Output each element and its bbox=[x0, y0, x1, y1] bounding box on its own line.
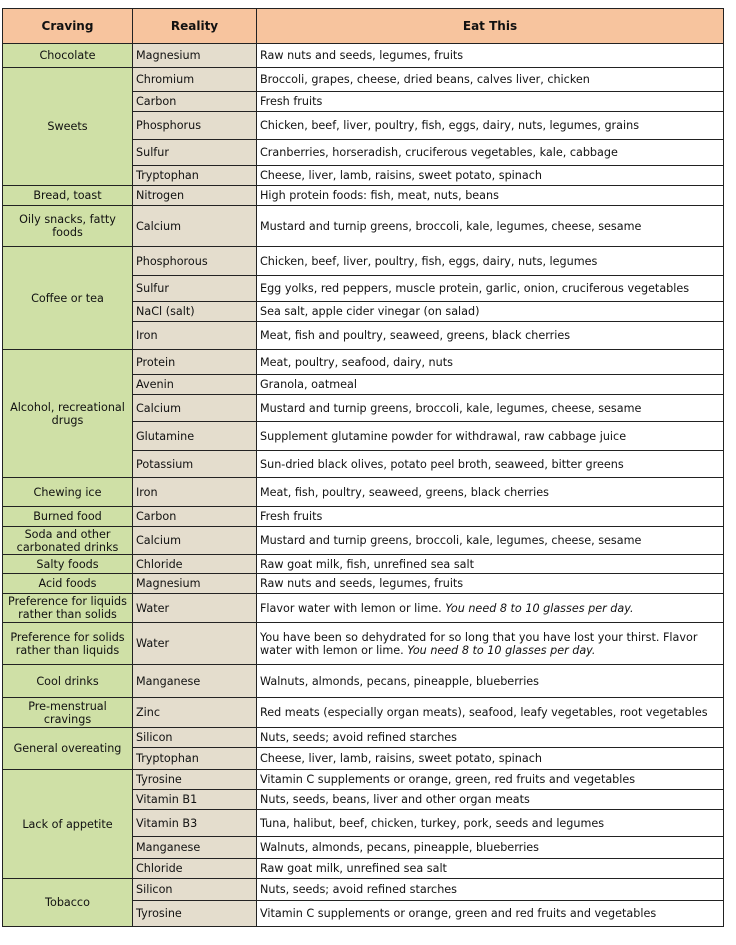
eat-this-cell: Cheese, liver, lamb, raisins, sweet potato, spinach bbox=[257, 166, 724, 186]
reality-cell: Calcium bbox=[133, 527, 257, 555]
eat-this-italic-note: You need 8 to 10 glasses per day. bbox=[407, 643, 596, 657]
table-row bbox=[3, 68, 724, 92]
eat-this-cell: Cranberries, horseradish, cruciferous vegetables, kale, cabbage bbox=[257, 140, 724, 166]
eat-this-cell: Nuts, seeds; avoid refined starches bbox=[257, 879, 724, 901]
table-row bbox=[3, 350, 724, 375]
table-row bbox=[3, 698, 724, 728]
eat-this-cell: Egg yolks, red peppers, muscle protein, garlic, onion, cruciferous vegetables bbox=[257, 276, 724, 302]
reality-cell: Vitamin B3 bbox=[133, 810, 257, 837]
reality-cell: Glutamine bbox=[133, 422, 257, 451]
reality-cell: Tyrosine bbox=[133, 901, 257, 927]
eat-this-cell: High protein foods: fish, meat, nuts, beans bbox=[257, 186, 724, 206]
table-row bbox=[3, 247, 724, 276]
header-craving: Craving bbox=[3, 9, 133, 44]
eat-this-cell: Tuna, halibut, beef, chicken, turkey, pork, seeds and legumes bbox=[257, 810, 724, 837]
eat-this-text: You have been so dehydrated for so long that you have lost your thirst. Flavor water with lemon or lime. bbox=[260, 630, 698, 657]
craving-cell: Cool drinks bbox=[3, 665, 133, 698]
eat-this-italic-note: You need 8 to 10 glasses per day. bbox=[445, 601, 634, 615]
table-row bbox=[3, 44, 724, 68]
eat-this-cell: Cheese, liver, lamb, raisins, sweet potato, spinach bbox=[257, 748, 724, 770]
eat-this-cell: Chicken, beef, liver, poultry, fish, eggs, dairy, nuts, legumes bbox=[257, 247, 724, 276]
eat-this-cell: Meat, fish and poultry, seaweed, greens, black cherries bbox=[257, 322, 724, 350]
reality-cell: NaCl (salt) bbox=[133, 302, 257, 322]
reality-cell: Manganese bbox=[133, 665, 257, 698]
craving-cell: Lack of appetite bbox=[3, 770, 133, 879]
reality-cell: Carbon bbox=[133, 92, 257, 112]
craving-cell: Chocolate bbox=[3, 44, 133, 68]
table-row bbox=[3, 555, 724, 574]
reality-cell: Avenin bbox=[133, 375, 257, 395]
craving-cell: Pre-menstrual cravings bbox=[3, 698, 133, 728]
header-eat-this: Eat This bbox=[257, 9, 724, 44]
reality-cell: Chloride bbox=[133, 555, 257, 574]
craving-cell: Oily snacks, fatty foods bbox=[3, 206, 133, 247]
eat-this-cell: Fresh fruits bbox=[257, 92, 724, 112]
reality-cell: Chloride bbox=[133, 859, 257, 879]
craving-cell: Preference for solids rather than liquids bbox=[3, 623, 133, 665]
reality-cell: Vitamin B1 bbox=[133, 790, 257, 810]
eat-this-cell: Meat, fish, poultry, seaweed, greens, black cherries bbox=[257, 478, 724, 507]
table-row bbox=[3, 527, 724, 555]
eat-this-cell: Supplement glutamine powder for withdrawal, raw cabbage juice bbox=[257, 422, 724, 451]
reality-cell: Carbon bbox=[133, 507, 257, 527]
reality-cell: Phosphorus bbox=[133, 112, 257, 140]
craving-cell: Burned food bbox=[3, 507, 133, 527]
eat-this-cell: Meat, poultry, seafood, dairy, nuts bbox=[257, 350, 724, 375]
craving-cell: Tobacco bbox=[3, 879, 133, 927]
craving-cell: Chewing ice bbox=[3, 478, 133, 507]
eat-this-cell: Red meats (especially organ meats), seafood, leafy vegetables, root vegetables bbox=[257, 698, 724, 728]
eat-this-cell: Mustard and turnip greens, broccoli, kale, legumes, cheese, sesame bbox=[257, 206, 724, 247]
reality-cell: Silicon bbox=[133, 728, 257, 748]
eat-this-cell bbox=[257, 623, 724, 665]
eat-this-text: Flavor water with lemon or lime. bbox=[260, 601, 442, 615]
reality-cell: Potassium bbox=[133, 451, 257, 478]
table-row bbox=[3, 770, 724, 790]
table-row bbox=[3, 478, 724, 507]
craving-cell: Soda and other carbonated drinks bbox=[3, 527, 133, 555]
eat-this-cell: Mustard and turnip greens, broccoli, kale, legumes, cheese, sesame bbox=[257, 527, 724, 555]
eat-this-cell: Fresh fruits bbox=[257, 507, 724, 527]
eat-this-cell: Sea salt, apple cider vinegar (on salad) bbox=[257, 302, 724, 322]
reality-cell: Sulfur bbox=[133, 276, 257, 302]
reality-cell: Zinc bbox=[133, 698, 257, 728]
table-body bbox=[3, 44, 724, 927]
reality-cell: Protein bbox=[133, 350, 257, 375]
craving-cell: Preference for liquids rather than solids bbox=[3, 594, 133, 623]
reality-cell: Water bbox=[133, 623, 257, 665]
reality-cell: Tyrosine bbox=[133, 770, 257, 790]
header-row bbox=[3, 9, 724, 44]
eat-this-cell: Nuts, seeds, beans, liver and other organ meats bbox=[257, 790, 724, 810]
craving-cell: General overeating bbox=[3, 728, 133, 770]
table-row bbox=[3, 206, 724, 247]
eat-this-cell: Walnuts, almonds, pecans, pineapple, blueberries bbox=[257, 665, 724, 698]
eat-this-cell: Nuts, seeds; avoid refined starches bbox=[257, 728, 724, 748]
table-row bbox=[3, 728, 724, 748]
eat-this-cell: Vitamin C supplements or orange, green and red fruits and vegetables bbox=[257, 901, 724, 927]
reality-cell: Magnesium bbox=[133, 574, 257, 594]
reality-cell: Tryptophan bbox=[133, 748, 257, 770]
reality-cell: Nitrogen bbox=[133, 186, 257, 206]
reality-cell: Magnesium bbox=[133, 44, 257, 68]
eat-this-cell: Walnuts, almonds, pecans, pineapple, blueberries bbox=[257, 837, 724, 859]
eat-this-cell: Mustard and turnip greens, broccoli, kale, legumes, cheese, sesame bbox=[257, 395, 724, 422]
eat-this-cell: Broccoli, grapes, cheese, dried beans, calves liver, chicken bbox=[257, 68, 724, 92]
table-row bbox=[3, 665, 724, 698]
eat-this-cell: Raw nuts and seeds, legumes, fruits bbox=[257, 44, 724, 68]
table-row bbox=[3, 879, 724, 901]
reality-cell: Sulfur bbox=[133, 140, 257, 166]
table-row bbox=[3, 186, 724, 206]
reality-cell: Iron bbox=[133, 322, 257, 350]
reality-cell: Calcium bbox=[133, 395, 257, 422]
eat-this-cell: Granola, oatmeal bbox=[257, 375, 724, 395]
reality-cell: Iron bbox=[133, 478, 257, 507]
table-row bbox=[3, 507, 724, 527]
eat-this-cell: Raw goat milk, unrefined sea salt bbox=[257, 859, 724, 879]
header-reality: Reality bbox=[133, 9, 257, 44]
eat-this-cell: Raw goat milk, fish, unrefined sea salt bbox=[257, 555, 724, 574]
eat-this-cell bbox=[257, 594, 724, 623]
craving-cell: Salty foods bbox=[3, 555, 133, 574]
craving-cell: Acid foods bbox=[3, 574, 133, 594]
reality-cell: Chromium bbox=[133, 68, 257, 92]
reality-cell: Manganese bbox=[133, 837, 257, 859]
craving-table bbox=[2, 8, 724, 927]
table-row bbox=[3, 594, 724, 623]
table-row bbox=[3, 623, 724, 665]
craving-cell: Bread, toast bbox=[3, 186, 133, 206]
reality-cell: Water bbox=[133, 594, 257, 623]
craving-cell: Alcohol, recreational drugs bbox=[3, 350, 133, 478]
eat-this-cell: Raw nuts and seeds, legumes, fruits bbox=[257, 574, 724, 594]
eat-this-cell: Vitamin C supplements or orange, green, red fruits and vegetables bbox=[257, 770, 724, 790]
eat-this-cell: Chicken, beef, liver, poultry, fish, eggs, dairy, nuts, legumes, grains bbox=[257, 112, 724, 140]
reality-cell: Calcium bbox=[133, 206, 257, 247]
reality-cell: Phosphorous bbox=[133, 247, 257, 276]
craving-cell: Coffee or tea bbox=[3, 247, 133, 350]
reality-cell: Silicon bbox=[133, 879, 257, 901]
reality-cell: Tryptophan bbox=[133, 166, 257, 186]
table-row bbox=[3, 574, 724, 594]
craving-cell: Sweets bbox=[3, 68, 133, 186]
table-header bbox=[3, 9, 724, 44]
eat-this-cell: Sun-dried black olives, potato peel broth, seaweed, bitter greens bbox=[257, 451, 724, 478]
